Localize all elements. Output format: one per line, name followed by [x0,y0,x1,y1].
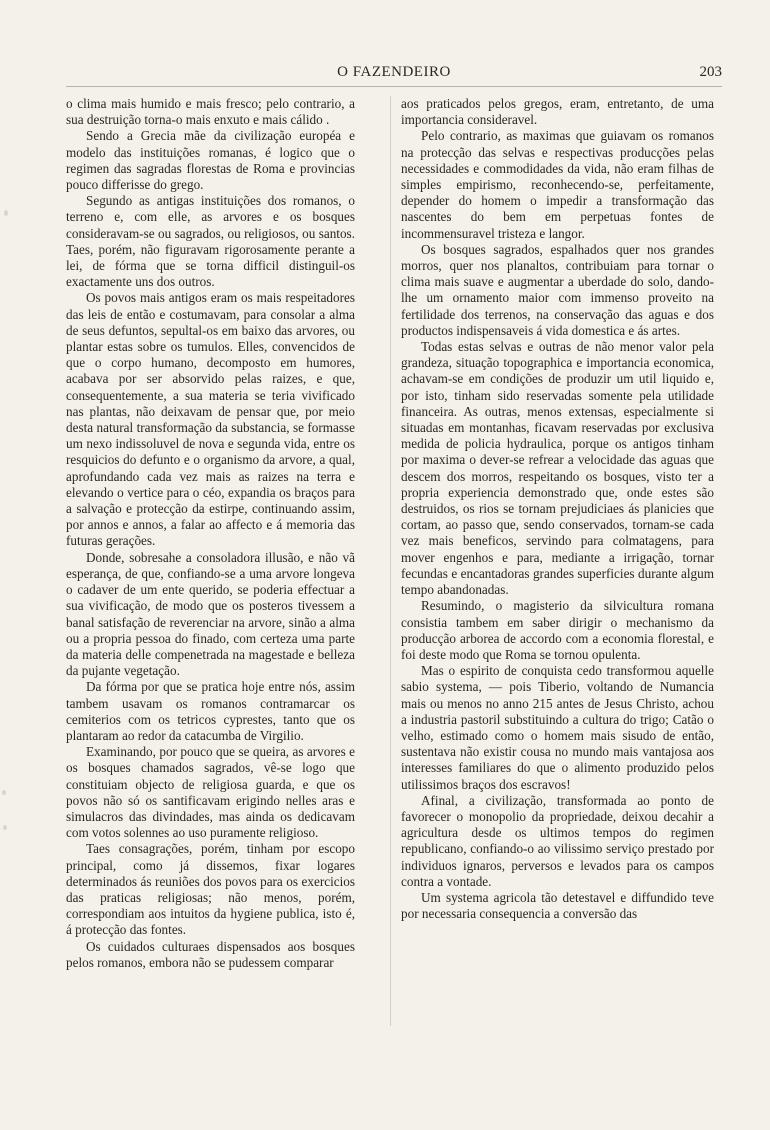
paragraph: Todas estas selvas e outras de não menor valor pela grandeza, situação topographica e importancia economica, achavam-se em condições de produzir um util liquido e, por isto, tinham sido reservadas somente pela utilidade financeira. As outras, menos extensas, especialmente si situadas em montanhas, ficavam reservadas por exclusiva medida de policia hydraulica, porque os antigos tinham por maxima o dever-se refrear a velocidade das aguas que descem dos morros, respeitando os bosques, visto ter a propria experiencia demonstrado que, onde estes são destruidos, os rios se tornam prejudiciaes ás planicies que cortam, ao passo que, sendo conservados, tornam-se cada vez mais beneficos, servindo para colmatagens, para mover engenhos e para, mediante a irrigação, tornar fecundas e encantadoras grandes superficies durante algum tempo abandonadas. [401,339,714,598]
paragraph: Taes consagrações, porém, tinham por escopo principal, como já dissemos, fixar logares determinados ás reuniões dos povos para os exercicios das praticas religiosas; não menos, porém, correspondiam aos intuitos da hygiene publica, isto é, á protecção das fontes. [66,841,355,938]
running-title: O FAZENDEIRO [337,64,451,80]
column-divider [390,96,391,1026]
paragraph: Os bosques sagrados, espalhados quer nos grandes morros, quer nos planaltos, contribuiam para tornar o clima mais suave e augmentar a uberdade do solo, dando-lhe um ornamento maior com immenso proveito na fertilidade dos terrenos, na conservação das aguas e dos productos indispensaveis á vida domestica e ás artes. [401,241,714,338]
paragraph: Os povos mais antigos eram os mais respeitadores das leis de então e costumavam, para consolar a alma de seus defuntos, sepultal-os em baixo das arvores, ou plantar estas sobre os tumulos. Elles, convencidos de que o corpo humano, decomposto em humores, acabava por ser absorvido pelas raizes, e que, consequentemente, a sua materia se teria vivificado nas plantas, não deixavam de pensar que, por meio desta natural transformação da substancia, se formasse um nexo indissoluvel de nova e segunda vida, entre os resquicios do defunto e o organismo da arvore, a qual, aprofundando cada vez mais as raizes na terra e elevando o vertice para o céo, expandia os braços para a salvação e protecção da estirpe, continuando assim, por annos e annos, a falar ao affecto e á memoria das futuras gerações. [66,290,355,549]
paper-mark [2,790,6,795]
left-column [66,96,355,971]
right-column [401,96,714,922]
page-header [66,60,722,87]
paragraph: Segundo as antigas instituições dos romanos, o terreno e, com elle, as arvores e os bosques consideravam-se ou sagrados, ou religiosos, ou santos. Taes, porém, não figuravam rigorosamente perante a lei, de fórma que se torna difficil distinguil-os exactamente uns dos outros. [66,193,355,290]
paragraph: Resumindo, o magisterio da silvicultura romana consistia tambem em saber dirigir o mechanismo da producção arborea de accordo com a economia florestal, e foi deste modo que Roma se tornou opulenta. [401,598,714,662]
paragraph: Pelo contrario, as maximas que guiavam os romanos na protecção das selvas e respectivas producções pelas necessidades e commodidades da vida, não eram filhas de simples empirismo, reconhecendo-se, perfeitamente, depender do homem o impedir a transformação das nascentes do bem em perpetuas fontes de incommensuravel tristeza e langor. [401,128,714,241]
page-number: 203 [699,64,722,80]
paragraph: Um systema agricola tão detestavel e diffundido teve por necessaria consequencia a conversão das [401,889,714,922]
paragraph: Afinal, a civilização, transformada ao ponto de favorecer o monopolio da propriedade, deixou decahir a agricultura desde os ultimos tempos do regimen republicano, confiando-o ao vilissimo serviço prestado por individuos ignaros, perversos e levados para os campos contra a vontade. [401,792,714,889]
paragraph: Os cuidados culturaes dispensados aos bosques pelos romanos, embora não se pudessem comparar [66,938,355,970]
paragraph: Donde, sobresahe a consoladora illusão, e não vã esperança, de que, confiando-se a uma arvore longeva o cadaver de um ente querido, se poderia effectuar a sua vivificação, de modo que os posteros tivessem a banal satisfação de reverenciar na arvore, sinão a alma ou a propria pessoa do finado, com certeza uma parte da materia delle compenetrada na magestade e belleza da pujante vegetação. [66,549,355,679]
paper-mark [4,210,8,216]
paragraph: Mas o espirito de conquista cedo transformou aquelle sabio systema, — pois Tiberio, voltando de Numancia mais ou menos no anno 215 antes de Jesus Christo, achou a industria pastoril substituindo a cultura do trigo; Catão o velho, estimado como o homem mais sisudo de então, sustentava não existir cousa no mundo mais vantajosa aos interesses familiares do que o alimento produzido pelos utilissimos braços dos escravos! [401,663,714,792]
paragraph: Examinando, por pouco que se queira, as arvores e os bosques chamados sagrados, vê-se logo que constituiam objecto de religiosa guarda, e que os povos não só os santificavam erigindo nelles aras e simulacros das divindades, mas ainda os dedicavam com votos solennes ao uso puramente religioso. [66,744,355,841]
paper-mark [3,825,7,830]
paragraph: o clima mais humido e mais fresco; pelo contrario, a sua destruição torna-o mais enxuto e mais cálido . [66,96,355,128]
paragraph: Sendo a Grecia mãe da civilização européa e modelo das instituições romanas, é logico que o regimen das sagradas florestas de Roma e provincias pouco differisse do grego. [66,128,355,193]
paragraph: Da fórma por que se pratica hoje entre nós, assim tambem usavam os romanos contramarcar os cemiterios com os tetricos cyprestes, tanto que os plantaram ao redor da catacumba de Virgilio. [66,679,355,743]
paragraph-continuation: aos praticados pelos gregos, eram, entretanto, de uma importancia consideravel. [401,96,714,128]
